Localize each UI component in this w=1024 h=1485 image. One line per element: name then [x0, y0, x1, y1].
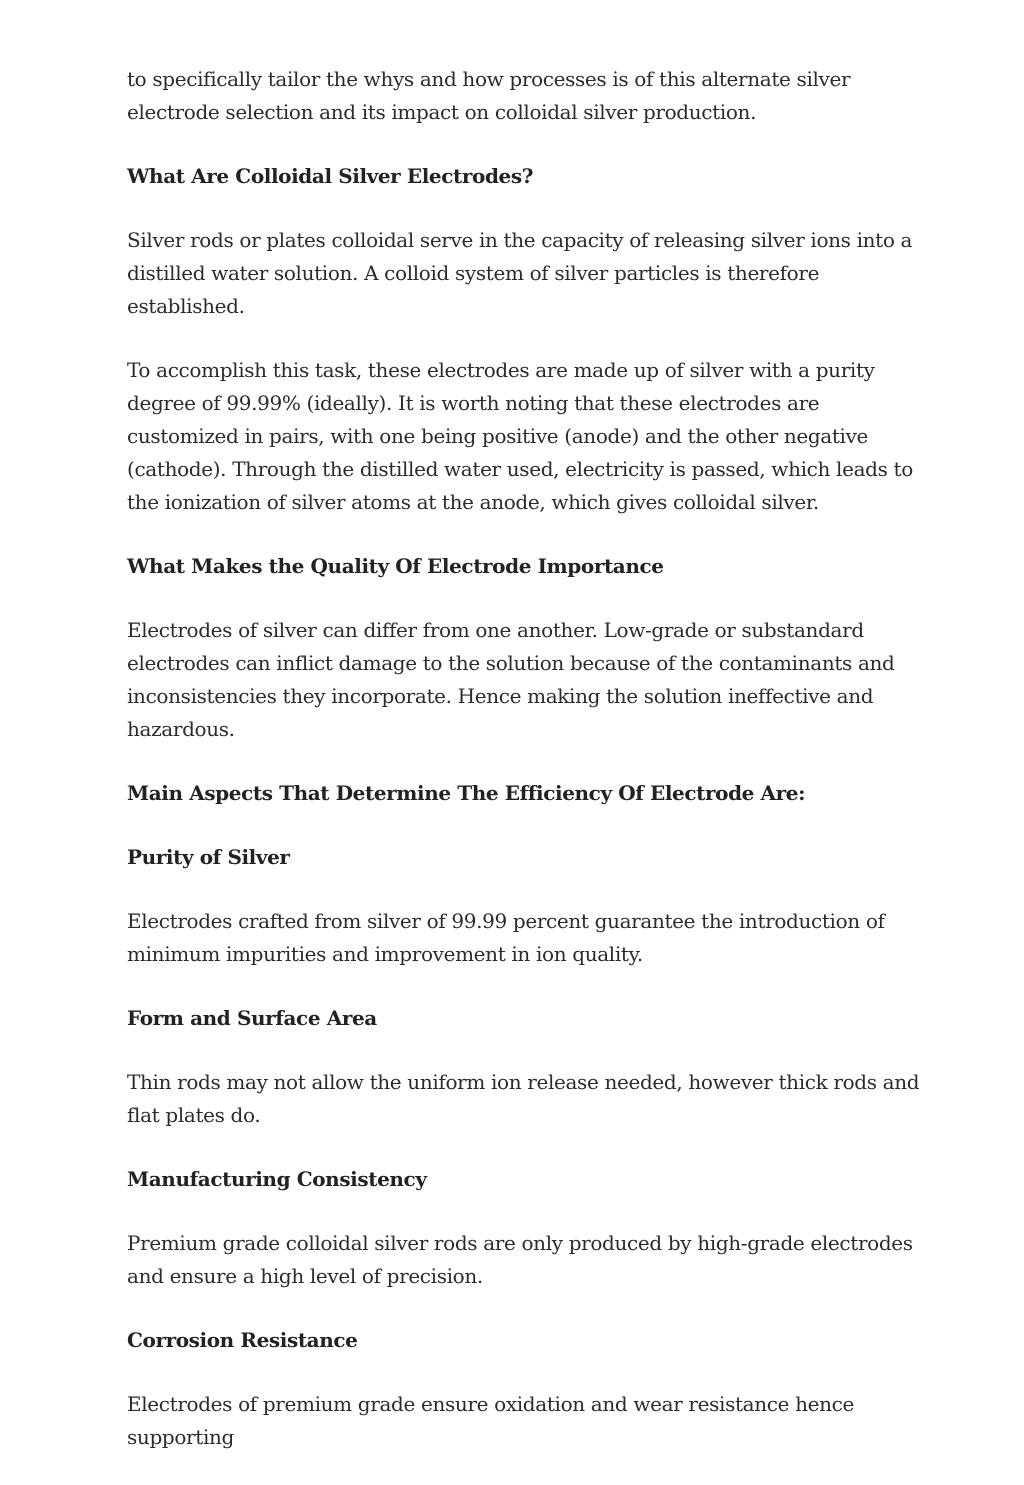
- intro-paragraph: to specifically tailor the whys and how processes is of this alternate silver electrode selection and its impact on colloidal silver production.: [127, 67, 851, 124]
- paragraph-manufacturing: Premium grade colloidal silver rods are only produced by high-grade electrodes and ensure a high level of precision.: [127, 1231, 913, 1288]
- paragraph-accomplish-task: To accomplish this task, these electrodes are made up of silver with a purity degree of 99.99% (ideally). It is worth noting that these electrodes are customized in pairs, with one being positive (anode) and the other negative (cathode). Through the distilled water used, electricity is passed, which leads to the ionization of silver atoms at the anode, which gives colloidal silver.: [127, 358, 913, 514]
- heading-purity: Purity of Silver: [127, 845, 290, 869]
- heading-main-aspects: Main Aspects That Determine The Efficiency Of Electrode Are:: [127, 781, 806, 805]
- paragraph-corrosion: Electrodes of premium grade ensure oxidation and wear resistance hence supporting: [127, 1392, 855, 1449]
- heading-form-surface: Form and Surface Area: [127, 1006, 377, 1030]
- heading-manufacturing: Manufacturing Consistency: [127, 1167, 427, 1191]
- heading-quality-importance: What Makes the Quality Of Electrode Importance: [127, 554, 664, 578]
- heading-corrosion: Corrosion Resistance: [127, 1328, 358, 1352]
- article-body: [127, 63, 927, 1485]
- paragraph-electrodes-differ: Electrodes of silver can differ from one another. Low-grade or substandard electrodes can inflict damage to the solution because of the contaminants and inconsistencies they incorporate. Hence making the solution ineffective and hazardous.: [127, 618, 895, 741]
- paragraph-form-surface: Thin rods may not allow the uniform ion release needed, however thick rods and flat plates do.: [127, 1070, 920, 1127]
- paragraph-silver-rods: Silver rods or plates colloidal serve in the capacity of releasing silver ions into a distilled water solution. A colloid system of silver particles is therefore established.: [127, 228, 913, 318]
- paragraph-purity: Electrodes crafted from silver of 99.99 percent guarantee the introduction of minimum impurities and improvement in ion quality.: [127, 909, 885, 966]
- heading-what-are-electrodes: What Are Colloidal Silver Electrodes?: [127, 164, 534, 188]
